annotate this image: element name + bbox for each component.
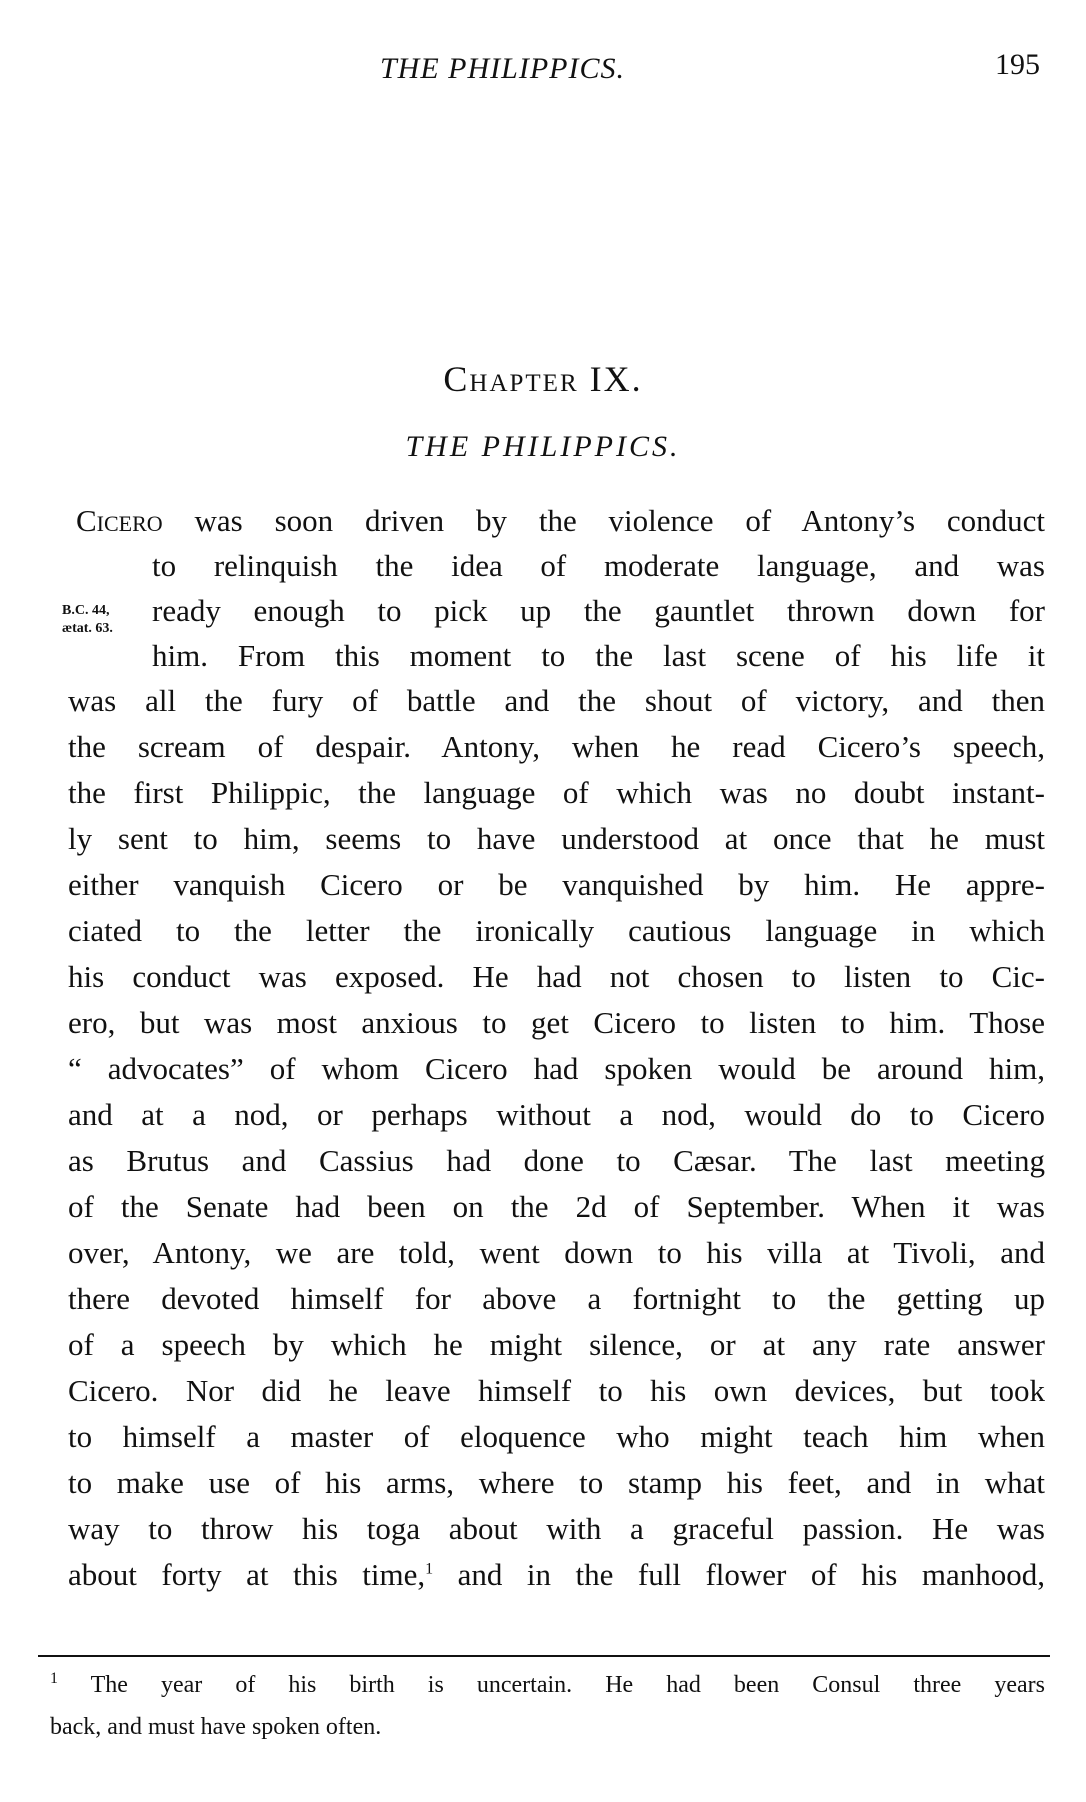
text-line: to make use of his arms, where to stamp his feet, and in what [68,1465,1045,1500]
text-line: Cicero. Nor did he leave himself to his own devices, but took [68,1373,1045,1408]
text-line: his conduct was exposed. He had not chosen to listen to Cic- [68,959,1045,994]
chapter-heading: Chapter IX. [443,359,643,399]
chapter-title: THE PHILIPPICS. [405,430,681,463]
marginal-note [62,602,113,638]
running-title: THE PHILIPPICS. [380,52,625,85]
marginal-note-age: ætat. 63. [62,621,113,636]
opening-word: Cicero [76,503,163,538]
text-line: was all the fury of battle and the shout of victory, and then [68,683,1045,718]
text-line: him. From this moment to the last scene of his life it [152,638,1045,673]
text-line: the scream of despair. Antony, when he read Cicero’s speech, [68,729,1045,764]
text-line: as Brutus and Cassius had done to Cæsar. The last meeting [68,1143,1045,1178]
text-line: “ advocates” of whom Cicero had spoken would be around him, [68,1051,1045,1086]
text-line: to relinquish the idea of moderate language, and was [152,548,1045,583]
text-line: to himself a master of eloquence who might teach him when [68,1419,1045,1454]
text-line: ciated to the letter the ironically cautious language in which [68,913,1045,948]
text-line: of the Senate had been on the 2d of September. When it was [68,1189,1045,1224]
footnote-line: back, and must have spoken often. [50,1714,382,1740]
footnote-reference[interactable]: 1 [425,1560,434,1578]
text-line: ero, but was most anxious to get Cicero to listen to him. Those [68,1005,1045,1040]
text-line: and at a nod, or perhaps without a nod, would do to Cicero [68,1097,1045,1132]
text-line: Cicero was soon driven by the violence of Antony’s conduct [76,503,1045,538]
text-line: way to throw his toga about with a graceful passion. He was [68,1511,1045,1546]
text-line: of a speech by which he might silence, or at any rate answer [68,1327,1045,1362]
text-line: there devoted himself for above a fortnight to the getting up [68,1281,1045,1316]
footnote-line: $^1$ The year of his birth is uncertain. He had been Consul three years [50,1670,1045,1698]
text-line: ly sent to him, seems to have understood at once that he must [68,821,1045,856]
text-line: about forty at this time,$^1$ and in the full flower of his manhood, [68,1557,1045,1592]
text-line: either vanquish Cicero or be vanquished by him. He appre- [68,867,1045,902]
footnote-divider [38,1655,1050,1657]
text-line: ready enough to pick up the gauntlet thrown down for [152,593,1045,628]
text-line: the first Philippic, the language of which was no doubt instant- [68,775,1045,810]
page-number: 195 [995,48,1040,81]
marginal-note-year: B.C. 44, [62,603,110,618]
footnote-marker: 1 [50,1670,58,1687]
text-line: over, Antony, we are told, went down to his villa at Tivoli, and [68,1235,1045,1270]
